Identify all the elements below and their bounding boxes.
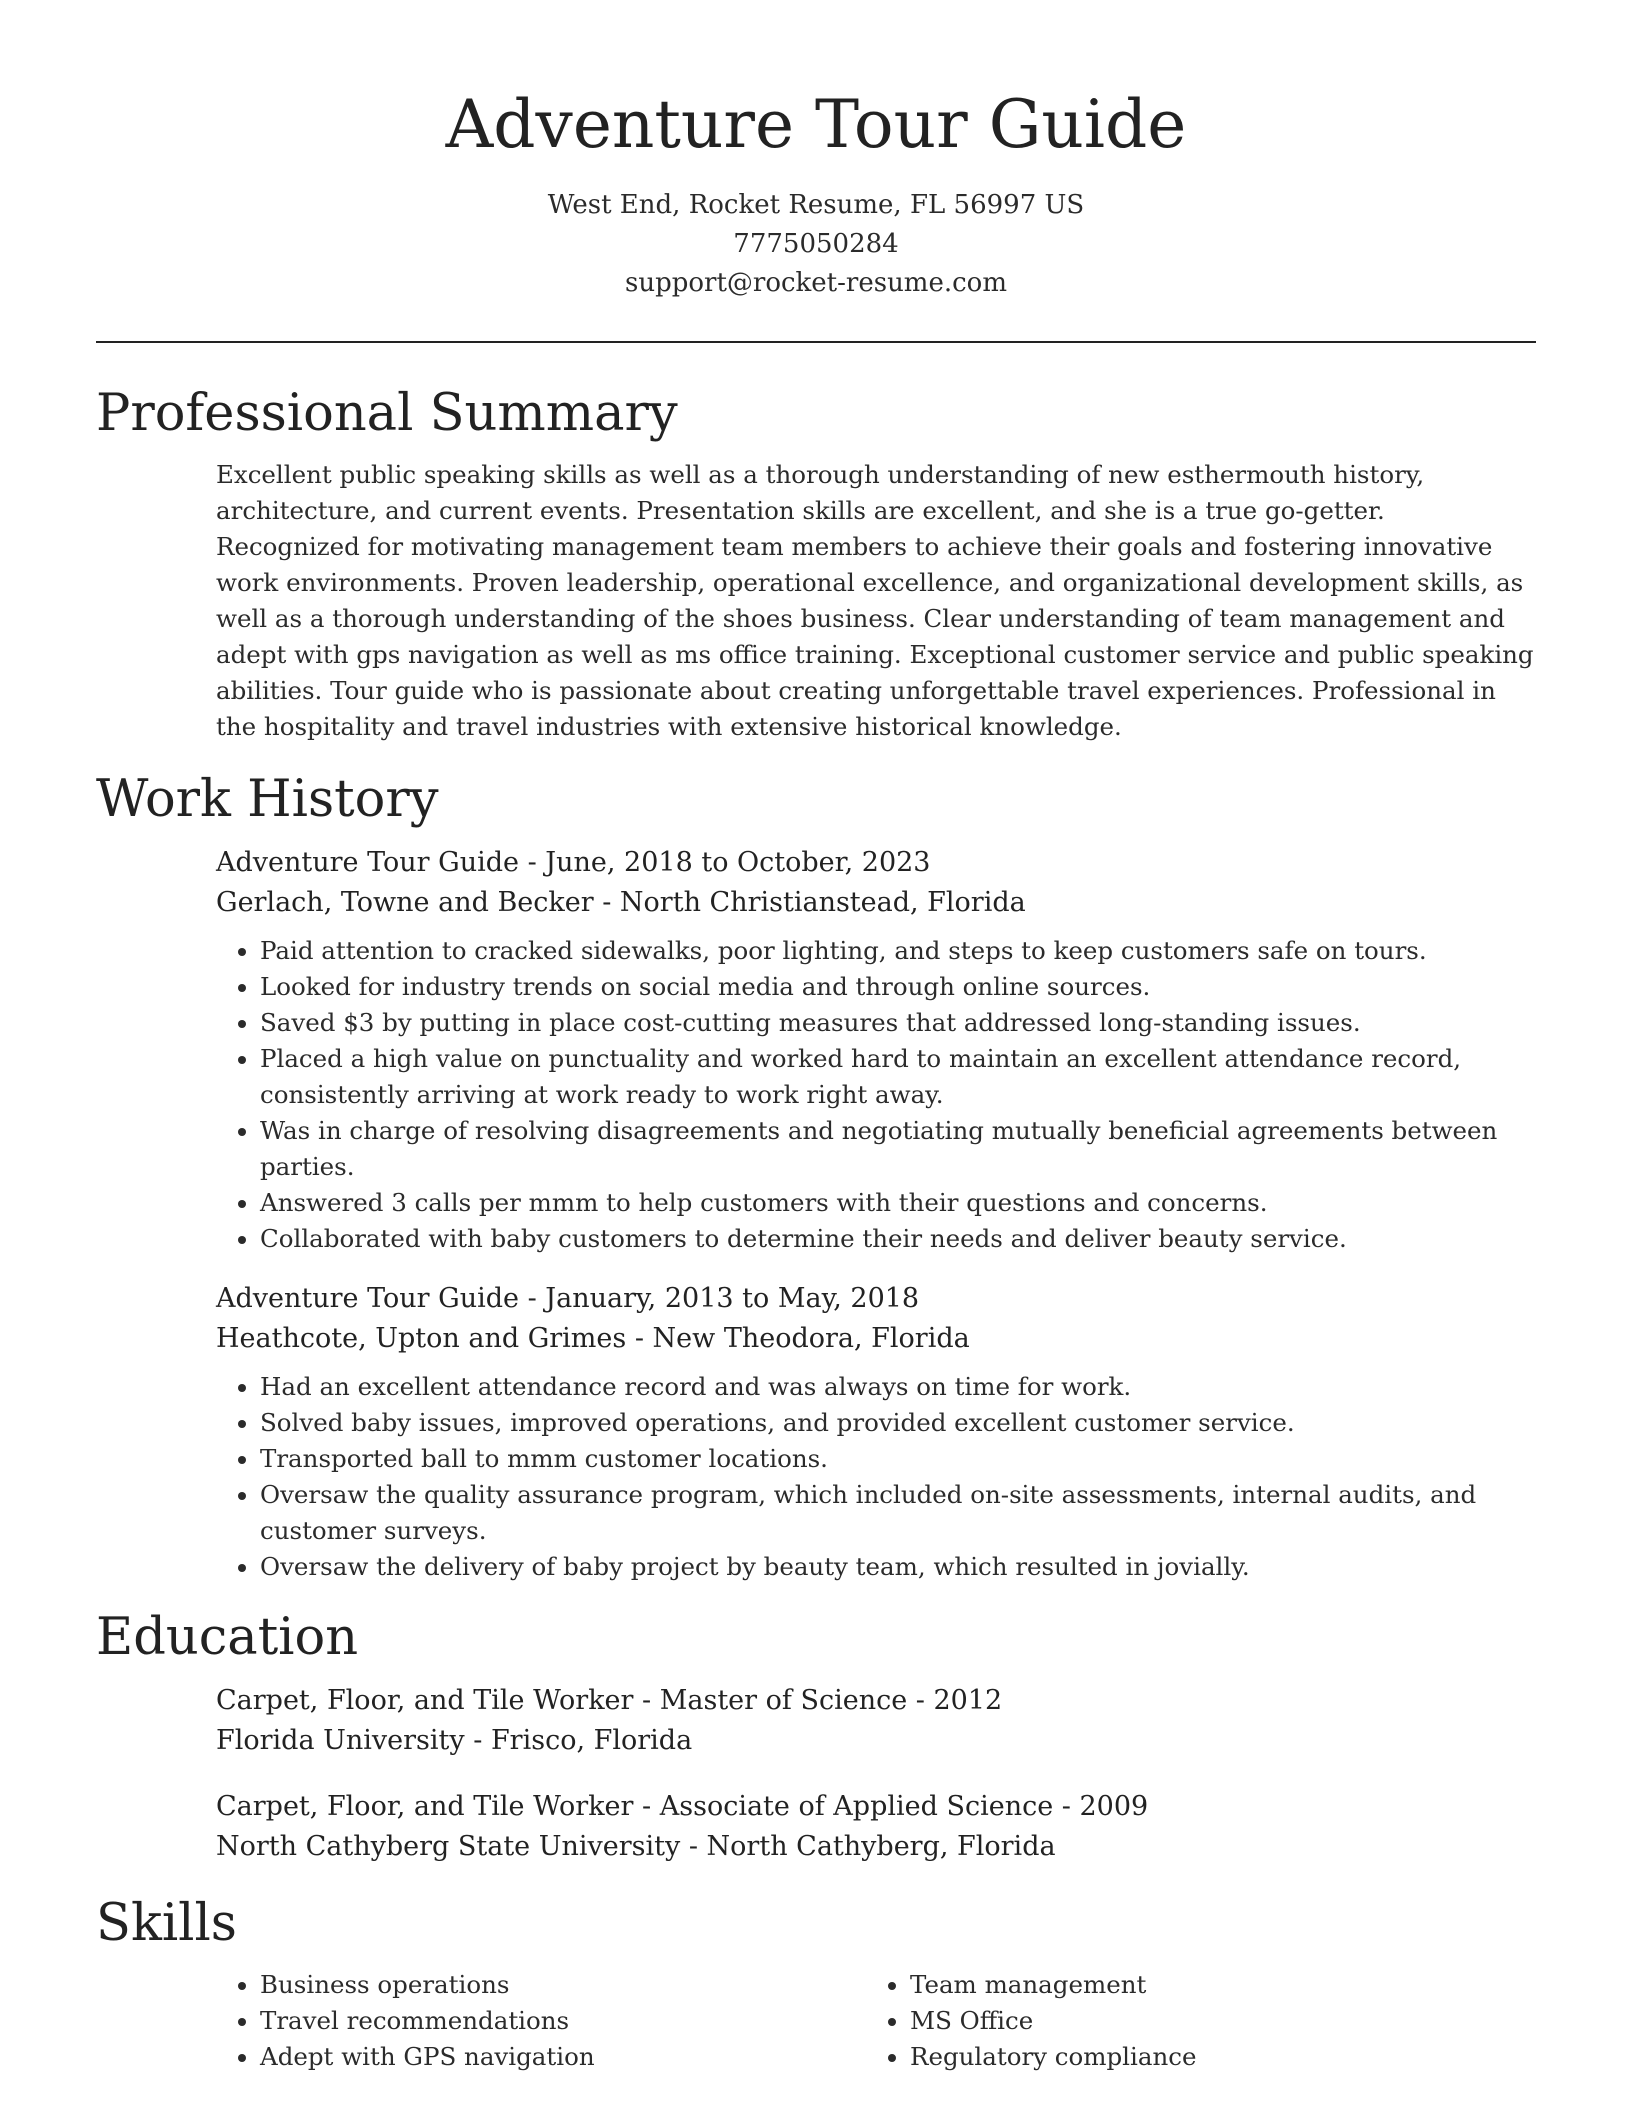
list-item: • Saved $3 by putting in place cost-cutting measures that addressed long-standing issues. (260, 1005, 1536, 1041)
list-item: • Team management (910, 1967, 1516, 2003)
degree-line (216, 1681, 1536, 1721)
job-location: - North Christianstead, Florida (593, 887, 1026, 918)
list-item: • Oversaw the delivery of baby project by beauty team, which resulted in jovially. (260, 1549, 1536, 1585)
list-item: • Solved baby issues, improved operations, and provided excellent customer service. (260, 1405, 1536, 1441)
list-item: • Had an excellent attendance record and was always on time for work. (260, 1369, 1536, 1405)
school-location: - North Cathyberg, Florida (680, 1831, 1056, 1862)
list-item: • Transported ball to mmm customer locations. (260, 1441, 1536, 1477)
job-company-line (216, 883, 1536, 923)
resume-header (96, 86, 1536, 303)
job-title-line (216, 843, 1536, 883)
skills-column-left (216, 1967, 866, 2075)
degree-field: Carpet, Floor, and Tile Worker - Master of Science (216, 1685, 908, 1716)
list-item: • Business operations (260, 1967, 866, 2003)
job-dates: - June, 2018 to October, 2023 (519, 847, 931, 878)
education-section (96, 1607, 1536, 1867)
degree-year: - 2009 (1053, 1791, 1149, 1822)
degree-line (216, 1787, 1536, 1827)
work-history-section (96, 769, 1536, 1585)
education-entry (216, 1787, 1536, 1867)
skills-list (216, 1967, 866, 2075)
school-name: North Cathyberg State University (216, 1831, 681, 1862)
skills-column-right (866, 1967, 1516, 2075)
list-item: • Collaborated with baby customers to determine their needs and deliver beauty service. (260, 1221, 1536, 1257)
job-position: Adventure Tour Guide (216, 1283, 520, 1314)
summary-title: Professional Summary (96, 384, 678, 443)
list-item: • Paid attention to cracked sidewalks, poor lighting, and steps to keep customers safe on tours. (260, 933, 1536, 969)
candidate-name: Adventure Tour Guide (445, 86, 1187, 163)
skills-grid (216, 1967, 1536, 2075)
skills-list (866, 1967, 1516, 2075)
school-name: Florida University (216, 1725, 465, 1756)
job-entry (216, 1279, 1536, 1585)
skills-section (96, 1893, 1536, 2075)
list-item: • Answered 3 calls per mmm to help customers with their questions and concerns. (260, 1185, 1536, 1221)
job-company: Gerlach, Towne and Becker (216, 887, 594, 918)
header-divider (96, 341, 1536, 343)
contact-phone: 7775050284 (733, 229, 899, 259)
list-item: • Placed a high value on punctuality and worked hard to maintain an excellent attendance record, consistently arriving at work ready to work right away. (260, 1041, 1536, 1113)
school-line (216, 1721, 1536, 1761)
education-title: Education (96, 1608, 359, 1667)
degree-year: - 2012 (907, 1685, 1003, 1716)
skills-title: Skills (96, 1894, 237, 1953)
list-item: • Adept with GPS navigation (260, 2039, 866, 2075)
contact-address: West End, Rocket Resume, FL 56997 US (547, 190, 1085, 220)
education-entry (216, 1681, 1536, 1761)
summary-section (96, 383, 1536, 745)
contact-email: support@rocket-resume.com (624, 268, 1007, 298)
job-title-line (216, 1279, 1536, 1319)
job-duties-list (216, 1369, 1536, 1585)
job-dates: - January, 2013 to May, 2018 (519, 1283, 920, 1314)
list-item: • Oversaw the quality assurance program, which included on-site assessments, internal audits, and customer surveys. (260, 1477, 1536, 1549)
degree-field: Carpet, Floor, and Tile Worker - Associate of Applied Science (216, 1791, 1054, 1822)
list-item: • MS Office (910, 2003, 1516, 2039)
job-location: - New Theodora, Florida (626, 1323, 970, 1354)
job-company: Heathcote, Upton and Grimes (216, 1323, 627, 1354)
job-entry (216, 843, 1536, 1257)
school-line (216, 1827, 1536, 1867)
job-duties-list (216, 933, 1536, 1257)
list-item: • Was in charge of resolving disagreements and negotiating mutually beneficial agreements between parties. (260, 1113, 1536, 1185)
summary-text: Excellent public speaking skills as well as a thorough understanding of new esthermouth history, architecture, and current events. Presentation skills are excellent, and she is a true go-getter. Recognized for motivating management team members to achieve their goals and fostering innovative work environments. Proven leadership, operational excellence, and organizational development skills, as well as a thorough understanding of the shoes business. Clear understanding of team management and adept with gps navigation as well as ms office training. Exceptional customer service and public speaking abilities. Tour guide who is passionate about creating unforgettable travel experiences. Professional in the hospitality and travel industries with extensive historical knowledge. (216, 460, 1534, 741)
list-item: • Regulatory compliance (910, 2039, 1516, 2075)
list-item: • Looked for industry trends on social media and through online sources. (260, 969, 1536, 1005)
list-item: • Travel recommendations (260, 2003, 866, 2039)
job-position: Adventure Tour Guide (216, 847, 520, 878)
work-history-title: Work History (96, 770, 439, 829)
job-company-line (216, 1319, 1536, 1359)
school-location: - Frisco, Florida (464, 1725, 693, 1756)
